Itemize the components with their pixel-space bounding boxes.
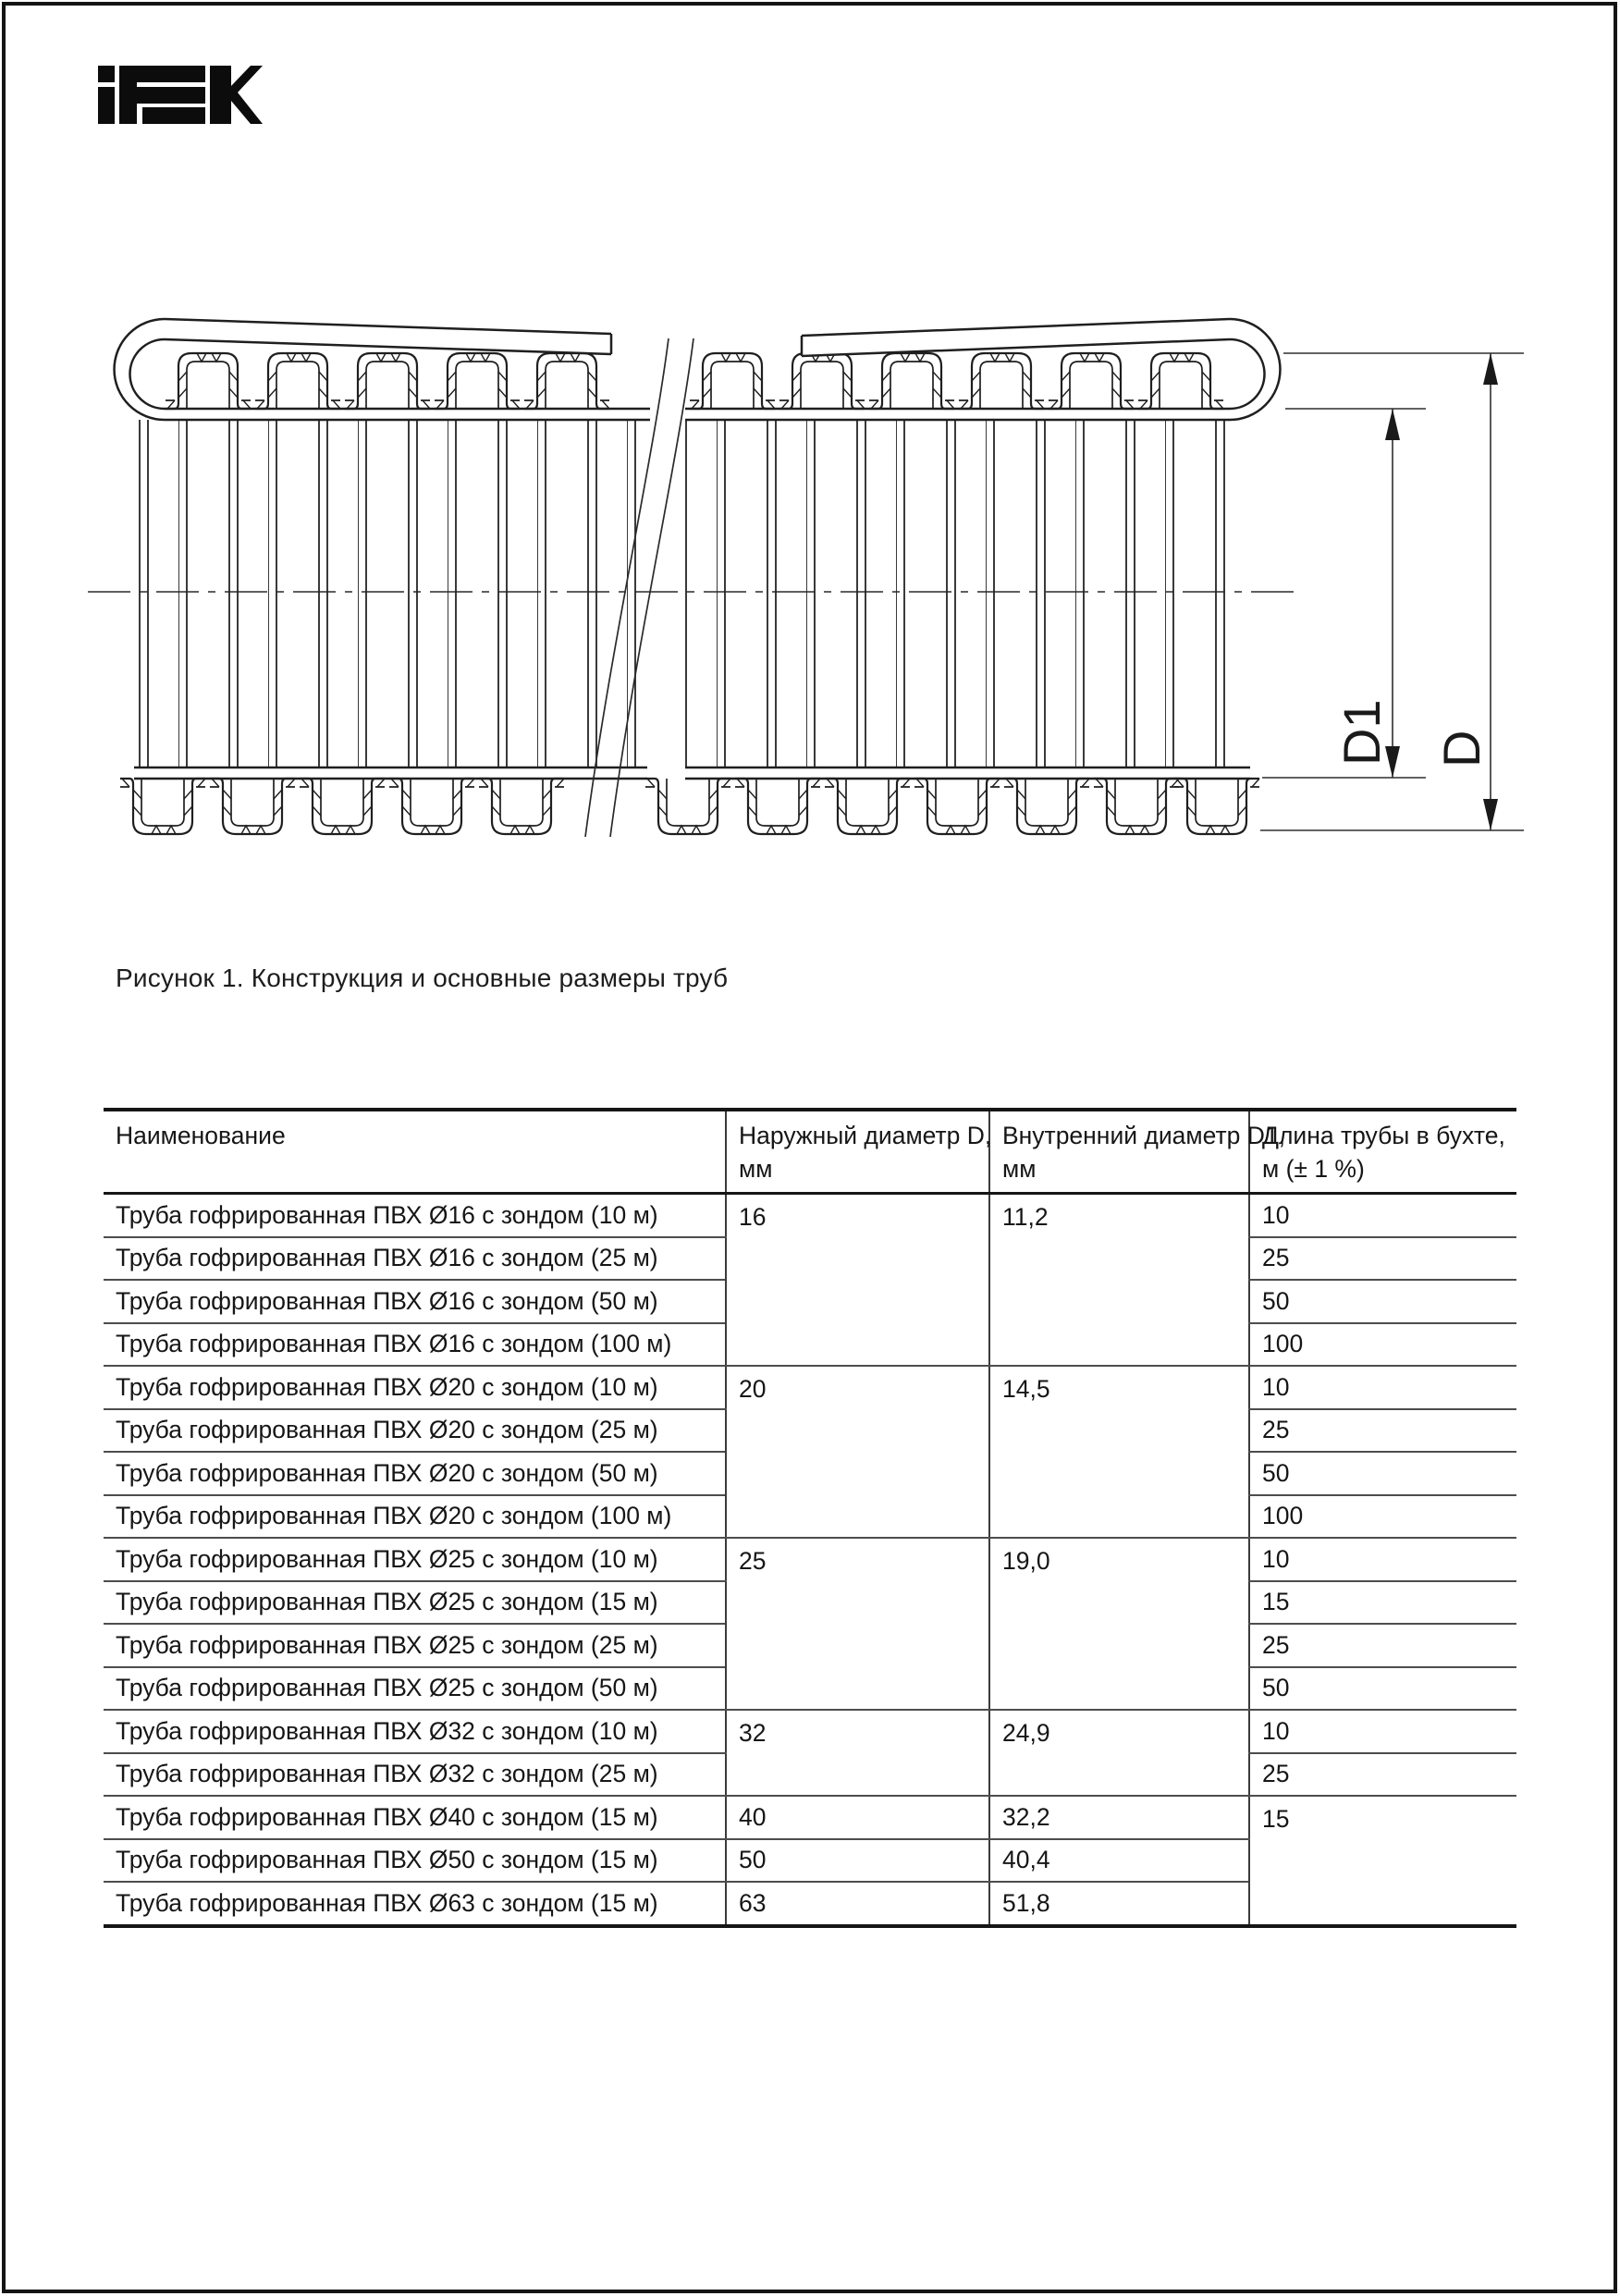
- cell-inner-d1: 24,9: [989, 1710, 1249, 1796]
- pipe-surface-lines: [134, 420, 1250, 767]
- dimension-d1: [1262, 409, 1426, 778]
- cell-length: 25: [1249, 1624, 1516, 1667]
- cell-name: Труба гофрированная ПВХ Ø32 с зондом (25 м): [104, 1753, 726, 1797]
- cell-outer-d: 32: [726, 1710, 989, 1796]
- col-header-inner-diameter: Внутренний диаметр D1, мм: [989, 1110, 1249, 1194]
- strip-right-bend: [1230, 319, 1280, 420]
- cell-inner-d1: 40,4: [989, 1839, 1249, 1883]
- cell-name: Труба гофрированная ПВХ Ø50 с зондом (15 м): [104, 1839, 726, 1883]
- cell-length: 10: [1249, 1366, 1516, 1409]
- col-header-coil-length: Длина трубы в бухте, м (± 1 %): [1249, 1110, 1516, 1194]
- cell-length: 10: [1249, 1538, 1516, 1581]
- cell-name: Труба гофрированная ПВХ Ø16 с зондом (100 м): [104, 1323, 726, 1367]
- cell-length: 50: [1249, 1280, 1516, 1323]
- dim-label-d1: D1: [1332, 699, 1391, 766]
- cell-length: 25: [1249, 1753, 1516, 1797]
- table-row: [104, 1366, 1516, 1409]
- cell-name: Труба гофрированная ПВХ Ø25 с зондом (25 м): [104, 1624, 726, 1667]
- cell-name: Труба гофрированная ПВХ Ø25 с зондом (10 м): [104, 1538, 726, 1581]
- cell-name: Труба гофрированная ПВХ Ø63 с зондом (15 м): [104, 1882, 726, 1926]
- cell-outer-d: 25: [726, 1538, 989, 1710]
- corrugation-top: [166, 353, 1223, 409]
- cell-outer-d: 50: [726, 1839, 989, 1883]
- cell-name: Труба гофрированная ПВХ Ø20 с зондом (25 м): [104, 1409, 726, 1453]
- cell-length: 50: [1249, 1667, 1516, 1711]
- figure-caption: Рисунок 1. Конструкция и основные размеры труб: [116, 964, 729, 992]
- table-row: [104, 1538, 1516, 1581]
- cell-length: 10: [1249, 1194, 1516, 1237]
- cell-length: 15: [1249, 1796, 1516, 1926]
- table-header-row: [104, 1110, 1516, 1194]
- cell-length: 15: [1249, 1581, 1516, 1625]
- cell-name: Труба гофрированная ПВХ Ø16 с зондом (50 м): [104, 1280, 726, 1323]
- cell-outer-d: 16: [726, 1194, 989, 1367]
- cell-name: Труба гофрированная ПВХ Ø25 с зондом (15 м): [104, 1581, 726, 1625]
- cell-inner-d1: 14,5: [989, 1366, 1249, 1538]
- cell-outer-d: 20: [726, 1366, 989, 1538]
- cell-inner-d1: 51,8: [989, 1882, 1249, 1926]
- cell-length: 10: [1249, 1710, 1516, 1753]
- cell-name: Труба гофрированная ПВХ Ø20 с зондом (10 м): [104, 1366, 726, 1409]
- corrugation-bottom: [120, 779, 1259, 834]
- cell-name: Труба гофрированная ПВХ Ø16 с зондом (10 м): [104, 1194, 726, 1237]
- logo-e: [119, 66, 205, 124]
- cell-outer-d: 63: [726, 1882, 989, 1926]
- logo-i-dot: [98, 66, 115, 82]
- cell-name: Труба гофрированная ПВХ Ø20 с зондом (50 м): [104, 1452, 726, 1495]
- cell-inner-d1: 32,2: [989, 1796, 1249, 1839]
- cell-length: 25: [1249, 1237, 1516, 1281]
- cell-name: Труба гофрированная ПВХ Ø25 с зондом (50 м): [104, 1667, 726, 1711]
- cell-outer-d: 40: [726, 1796, 989, 1839]
- iek-logo: [98, 66, 263, 124]
- pipe-spec-table: [104, 1108, 1516, 1928]
- cell-name: Труба гофрированная ПВХ Ø32 с зондом (10 м): [104, 1710, 726, 1753]
- table-row: [104, 1796, 1516, 1839]
- cell-name: Труба гофрированная ПВХ Ø40 с зондом (15 м): [104, 1796, 726, 1839]
- col-header-outer-diameter: Наружный диаметр D, мм: [726, 1110, 989, 1194]
- table-row: [104, 1194, 1516, 1237]
- cell-name: Труба гофрированная ПВХ Ø16 с зондом (25 м): [104, 1237, 726, 1281]
- cell-inner-d1: 19,0: [989, 1538, 1249, 1710]
- pipe-drawing: [79, 305, 1558, 846]
- logo-i-stem: [98, 87, 115, 124]
- cell-inner-d1: 11,2: [989, 1194, 1249, 1367]
- table-row: [104, 1710, 1516, 1753]
- cell-length: 100: [1249, 1323, 1516, 1367]
- cell-length: 50: [1249, 1452, 1516, 1495]
- logo-k: [210, 66, 263, 124]
- cell-name: Труба гофрированная ПВХ Ø20 с зондом (100 м): [104, 1495, 726, 1539]
- cell-length: 100: [1249, 1495, 1516, 1539]
- dim-label-d: D: [1432, 730, 1491, 767]
- cell-length: 25: [1249, 1409, 1516, 1453]
- strip-left-bend: [115, 319, 165, 420]
- probe-strip: [115, 319, 1281, 420]
- col-header-name: Наименование: [104, 1110, 726, 1194]
